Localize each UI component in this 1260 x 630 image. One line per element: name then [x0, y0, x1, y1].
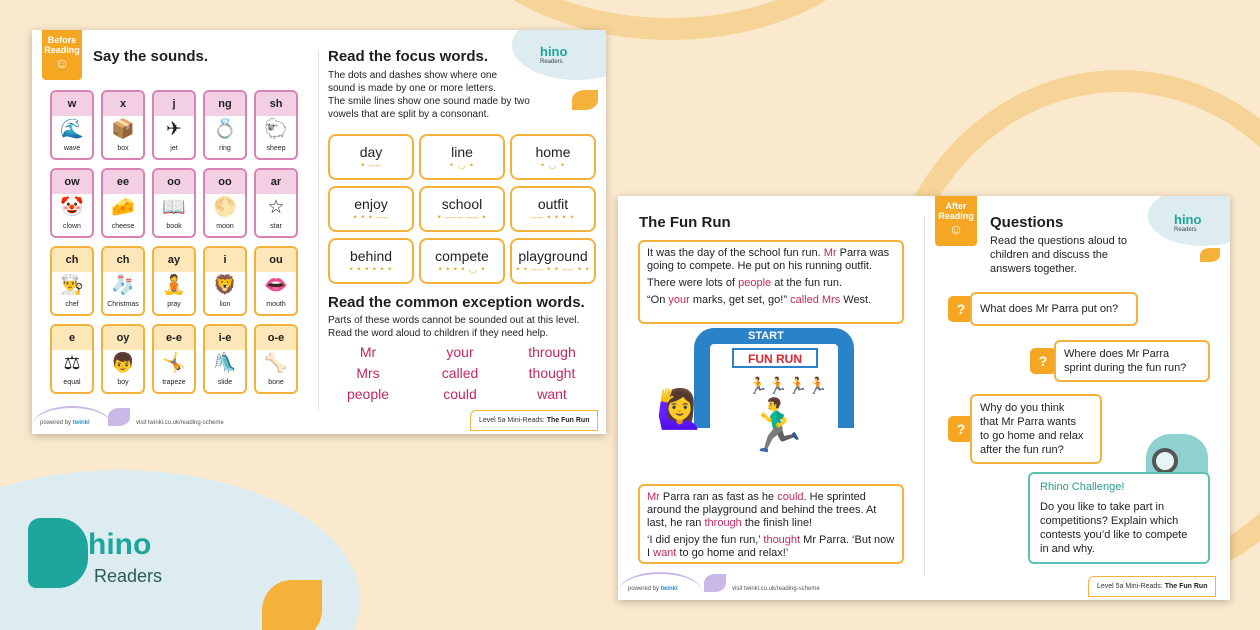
story-paragraph [647, 534, 895, 560]
focus-word-card [510, 186, 596, 232]
question-3 [970, 394, 1102, 464]
questions-description [990, 234, 1170, 276]
level-label [470, 410, 598, 431]
sound-label: ng [205, 92, 245, 116]
small-logo-text: hino [1174, 212, 1202, 227]
focus-word-card [328, 238, 414, 284]
exception-word: Mrs [356, 365, 380, 381]
sound-word: wave [63, 145, 81, 152]
twinkl-brand: twinkl [660, 586, 678, 592]
sound-label: ch [103, 248, 143, 272]
story-bottom-text [647, 491, 895, 560]
exception-word: thought [528, 365, 576, 381]
cew-desc-line: Parts of these words cannot be sounded out at this level. [328, 315, 580, 326]
leaf-decoration [262, 580, 322, 630]
exception-word-highlight: your [668, 294, 690, 306]
before-reading-page [32, 30, 606, 434]
footer-leaf [108, 408, 130, 426]
footer-leaf [704, 574, 726, 592]
book-icon: 📖 [162, 197, 186, 218]
boy-icon: 👦 [111, 353, 135, 374]
sound-card [254, 246, 298, 316]
focus-desc-line: sound is made by one or more letters. [328, 83, 496, 94]
focus-desc-line: The dots and dashes show where one [328, 70, 497, 81]
banner-text: FUN RUN [748, 352, 802, 366]
sound-label: oo [154, 170, 194, 194]
small-logo-subtext: Readers [540, 59, 563, 65]
challenge-line: competitions? Explain which [1040, 515, 1179, 527]
sound-card [152, 168, 196, 238]
story-box-top [638, 240, 904, 324]
question-line: to go home and relax [980, 430, 1084, 442]
sound-card [254, 324, 298, 394]
question-mark-icon: ? [948, 296, 974, 322]
sound-card [203, 90, 247, 160]
level-label [1088, 576, 1216, 597]
level-title: The Fun Run [1164, 583, 1208, 590]
sound-word: slide [217, 379, 233, 386]
christmas-icon: 🧦 [111, 275, 135, 296]
exception-words-title: Read the common exception words. [328, 294, 585, 311]
trapeze-icon: 🤸 [162, 353, 186, 374]
badge-line1: After [945, 201, 967, 211]
pray-icon: 🧘 [162, 275, 186, 296]
logo-text-hino: hino [88, 528, 152, 561]
sound-label: oo [205, 170, 245, 194]
sound-card [203, 324, 247, 394]
focus-word: outfit [537, 196, 569, 212]
story-text: There were lots of [647, 277, 739, 289]
clown-icon: 🤡 [60, 197, 84, 218]
visit-link[interactable]: visit twinkl.co.uk/reading-scheme [732, 586, 820, 592]
focus-word-card [419, 134, 505, 180]
wave-icon: 🌊 [60, 119, 84, 140]
story-text: at the fun run. [771, 277, 843, 289]
mr-parra-runner: 🏃‍♂️ [744, 397, 809, 455]
exception-word-highlight: could [777, 491, 804, 503]
story-page [618, 196, 1230, 600]
story-text: Mr Parra. ‘But now I [647, 534, 895, 559]
focus-word-card [419, 238, 505, 284]
question-line: Why do you think [980, 402, 1065, 414]
lion-icon: 🦁 [213, 275, 237, 296]
story-paragraph [647, 491, 895, 530]
focus-word: enjoy [354, 196, 388, 212]
question-line: after the fun run? [980, 444, 1064, 456]
sound-marks: • • ‒‒ • • ‒‒ • • [516, 264, 590, 274]
sound-label: ay [154, 248, 194, 272]
exception-word-highlight: Mr [647, 491, 660, 503]
questions-desc-line: Read the questions aloud to [990, 235, 1127, 247]
sound-card [203, 246, 247, 316]
focus-desc-line: The smile lines show one sound made by two [328, 96, 530, 107]
story-text: “On [647, 294, 669, 306]
sound-label: w [52, 92, 92, 116]
small-logo-text: hino [540, 44, 568, 59]
focus-word-card [419, 186, 505, 232]
story-top-text [647, 247, 895, 307]
powered-by-twinkl [40, 420, 90, 426]
exception-word-highlight: thought [763, 534, 801, 546]
sound-marks: • ‒‒ [361, 160, 381, 170]
exception-word: called [441, 365, 479, 381]
sounds-title: Say the sounds. [93, 48, 209, 65]
sound-marks: ‒‒ • • • • [531, 212, 575, 222]
sound-label: e-e [154, 326, 194, 350]
sound-card [50, 90, 94, 160]
powered-by-text: powered by [628, 586, 660, 592]
question-line: that Mr Parra wants [980, 416, 1076, 428]
challenge-line: contests you’d like to compete [1040, 529, 1188, 541]
badge-line2: Reading [44, 45, 80, 55]
exception-word: want [537, 386, 567, 402]
sound-word: jet [170, 145, 178, 152]
sound-card [50, 324, 94, 394]
slide-icon: 🛝 [213, 353, 237, 374]
sound-card [50, 168, 94, 238]
challenge-line: in and why. [1040, 543, 1095, 555]
question-line: What does Mr Parra put on? [980, 303, 1119, 315]
story-paragraph [647, 277, 895, 290]
focus-word: day [359, 144, 383, 160]
story-text: West. [840, 294, 872, 306]
sound-card [101, 90, 145, 160]
reading-child-icon: ☺ [54, 55, 70, 71]
questions-desc-line: children and discuss the [990, 249, 1109, 261]
bone-icon: 🦴 [264, 353, 288, 374]
question-line: Where does Mr Parra [1064, 348, 1170, 360]
focus-word-card [510, 238, 596, 284]
sound-label: i-e [205, 326, 245, 350]
story-box-bottom [638, 484, 904, 564]
focus-word-card [328, 134, 414, 180]
fun-run-banner [732, 348, 818, 368]
focus-words-description [328, 69, 568, 121]
logo-text-readers: Readers [94, 566, 163, 586]
story-text: Parra was going to compete. He put on his running outfit. [647, 247, 890, 272]
powered-by-text: powered by [40, 420, 72, 426]
sound-label: o-e [256, 326, 296, 350]
sound-label: oy [103, 326, 143, 350]
cheese-icon: 🧀 [111, 197, 135, 218]
jet-icon: ✈ [166, 119, 182, 140]
cew-desc-line: Read the word aloud to children if they need help. [328, 328, 549, 339]
sound-card [152, 324, 196, 394]
sound-label: e [52, 326, 92, 350]
challenge-title: Rhino Challenge! [1040, 481, 1125, 493]
after-reading-badge [935, 196, 977, 246]
exception-words-description [328, 314, 606, 340]
challenge-line: Do you like to take part in [1040, 501, 1165, 513]
sound-marks: • ◡ • [449, 160, 475, 170]
column-divider [318, 50, 319, 410]
sound-label: i [205, 248, 245, 272]
before-reading-badge [42, 30, 82, 80]
story-text: the finish line! [741, 517, 813, 529]
question-1 [970, 292, 1138, 326]
sound-marks: • • • • • • [349, 264, 393, 274]
sound-word: clown [63, 223, 81, 230]
exception-word-highlight: called Mrs [790, 294, 841, 306]
sound-word: lion [219, 301, 231, 308]
exception-word-highlight: Mr [823, 247, 837, 259]
focus-word: playground [518, 248, 588, 264]
sound-word: book [166, 223, 182, 230]
sound-card [50, 246, 94, 316]
rhino-logo-icon [28, 518, 88, 588]
question-mark-icon: ? [1030, 348, 1056, 374]
sound-card [152, 246, 196, 316]
sound-marks: • ‒‒‒ ‒‒ • [437, 212, 487, 222]
leaf-icon [572, 90, 598, 110]
visit-link[interactable]: visit twinkl.co.uk/reading-scheme [136, 420, 224, 426]
sound-card [101, 246, 145, 316]
sound-word: moon [216, 223, 234, 230]
sound-label: ch [52, 248, 92, 272]
leaf-icon [1200, 248, 1220, 262]
exception-word-highlight: people [738, 277, 772, 289]
rhino-readers-logo [28, 518, 188, 598]
level-prefix: Level 5a Mini-Reads: [1097, 583, 1165, 590]
exception-word: through [528, 344, 576, 360]
sound-word: trapeze [162, 379, 186, 386]
sound-card [152, 90, 196, 160]
questions-desc-line: answers together. [990, 263, 1077, 275]
column-divider [924, 216, 925, 576]
sound-word: star [270, 223, 282, 230]
exception-word: Mr [359, 344, 377, 360]
arch-start-label: START [748, 330, 784, 342]
star-icon: ☆ [267, 197, 285, 218]
question-line: sprint during the fun run? [1064, 362, 1187, 374]
sound-word: cheese [111, 223, 135, 230]
mouth-icon: 👄 [264, 275, 288, 296]
runners-group: 🏃🏃🏃🏃 [748, 378, 828, 395]
focus-word-card [510, 134, 596, 180]
level-title: The Fun Run [546, 417, 590, 424]
equal-icon: ⚖ [63, 353, 81, 374]
story-text: marks, get set, go!” [689, 294, 791, 306]
sound-marks: • • • ‒‒ [353, 212, 389, 222]
story-text: to go home and relax!’ [676, 547, 789, 559]
sound-word: ring [219, 145, 231, 152]
box-icon: 📦 [111, 119, 135, 140]
sound-word: chef [65, 301, 79, 308]
focus-word-card [328, 186, 414, 232]
spectator-woman: 🙋‍♀️ [656, 389, 704, 431]
rhino-readers-small-logo [1174, 212, 1201, 233]
magnifier-icon [1152, 448, 1178, 474]
reading-child-icon: ☺ [948, 221, 964, 237]
story-text: It was the day of the school fun run. [647, 247, 824, 259]
sound-label: ar [256, 170, 296, 194]
chef-icon: 👨‍🍳 [60, 275, 84, 296]
focus-desc-line: vowels that are split by a consonant. [328, 109, 490, 120]
sound-card [101, 324, 145, 394]
exception-word-highlight: want [653, 547, 677, 559]
story-text: ‘I did enjoy the fun run,’ [647, 534, 764, 546]
twinkl-brand: twinkl [72, 420, 90, 426]
questions-title: Questions [990, 214, 1064, 231]
sound-label: sh [256, 92, 296, 116]
focus-words-title: Read the focus words. [328, 48, 489, 65]
focus-word: line [451, 144, 473, 160]
sound-label: ow [52, 170, 92, 194]
level-prefix: Level 5a Mini-Reads: [479, 417, 547, 424]
sound-card [203, 168, 247, 238]
sound-word: boy [117, 379, 129, 386]
ring-icon: 💍 [213, 119, 237, 140]
question-mark-icon: ? [948, 416, 974, 442]
focus-word: behind [349, 248, 393, 264]
exception-word-highlight: through [704, 517, 742, 529]
sound-word: mouth [266, 301, 286, 308]
sound-word: sheep [266, 145, 286, 152]
sound-marks: • • • • ◡ • [438, 264, 486, 274]
sound-label: j [154, 92, 194, 116]
exception-word: your [446, 344, 474, 360]
story-title: The Fun Run [639, 214, 731, 231]
story-text: . He sprinted around the playground and behind the trees. At last, he ran [647, 491, 877, 529]
sound-label: ou [256, 248, 296, 272]
badge-line2: Reading [938, 211, 974, 221]
exception-word: people [346, 386, 390, 402]
fun-run-illustration [648, 328, 908, 478]
sound-marks: • ◡ • [540, 160, 566, 170]
sound-card [101, 168, 145, 238]
sound-word: bone [268, 379, 284, 386]
focus-word: compete [435, 248, 489, 264]
sound-card [254, 168, 298, 238]
sound-word: equal [63, 379, 81, 386]
sound-word: pray [167, 301, 181, 308]
sound-label: ee [103, 170, 143, 194]
rhino-challenge-box [1028, 472, 1210, 564]
powered-by-twinkl [628, 586, 678, 592]
focus-word: school [441, 196, 483, 212]
story-text: Parra ran as fast as he [659, 491, 778, 503]
badge-line1: Before [47, 35, 77, 45]
sheep-icon: 🐑 [264, 119, 288, 140]
small-logo-subtext: Readers [1174, 227, 1197, 233]
sound-card [254, 90, 298, 160]
sound-word: Christmas [107, 301, 139, 308]
story-paragraph [647, 247, 895, 273]
focus-word: home [535, 144, 571, 160]
exception-word: could [443, 386, 477, 402]
rhino-readers-small-logo [540, 44, 567, 65]
moon-icon: 🌕 [213, 197, 237, 218]
sound-label: x [103, 92, 143, 116]
sound-word: box [117, 145, 129, 152]
story-paragraph [647, 294, 895, 307]
question-2 [1054, 340, 1210, 382]
